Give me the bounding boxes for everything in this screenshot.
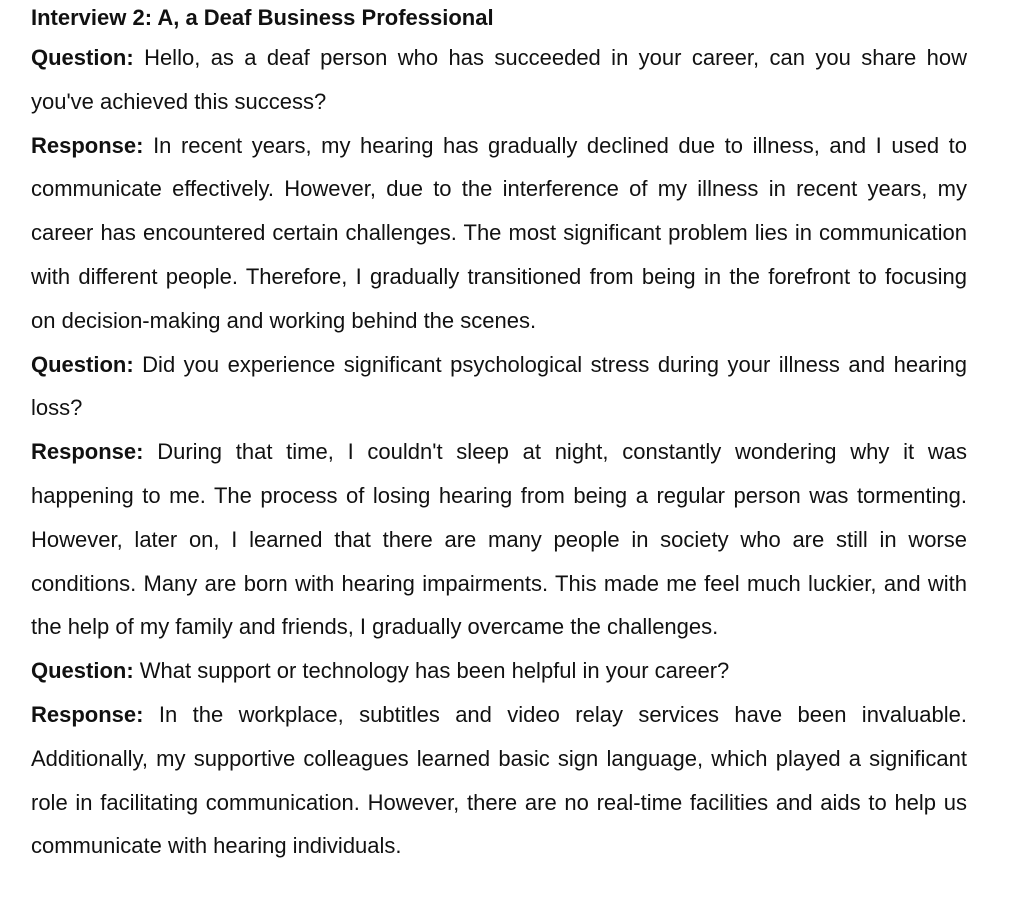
- response-paragraph-3: [31, 693, 967, 868]
- response-paragraph-1: [31, 124, 967, 343]
- response-text: During that time, I couldn't sleep at night, constantly wondering why it was happening to me. The process of losing hearing from being a regular person was tormenting. However, later on, I learned that there are many people in society who are still in worse conditions. Many are born with hearing impairments. This made me feel much luckier, and with the help of my family and friends, I gradually overcame the challenges.: [31, 439, 967, 640]
- question-text: Hello, as a deaf person who has succeeded in your career, can you share how you've achieved this success?: [31, 45, 967, 114]
- response-text: In recent years, my hearing has gradually declined due to illness, and I used to communicate effectively. However, due to the interference of my illness in recent years, my career has encountered certain challenges. The most significant problem lies in communication with different people. Therefore, I gradually transitioned from being in the forefront to focusing on decision-making and working behind the scenes.: [31, 132, 967, 333]
- interview-title: Interview 2: A, a Deaf Business Professional: [31, 5, 494, 30]
- question-label: Question:: [31, 658, 134, 684]
- question-text: Did you experience significant psychological stress during your illness and hearing loss?: [31, 351, 967, 421]
- response-label: Response:: [31, 132, 144, 158]
- question-paragraph-3: [31, 649, 967, 693]
- question-text: What support or technology has been helpful in your career?: [139, 658, 730, 684]
- question-paragraph-2: [31, 343, 967, 431]
- response-label: Response:: [31, 439, 144, 465]
- question-label: Question:: [31, 45, 134, 70]
- response-label: Response:: [31, 701, 144, 727]
- question-label: Question:: [31, 351, 134, 377]
- response-paragraph-2: [31, 430, 967, 649]
- question-paragraph-1: [31, 36, 967, 124]
- document-page: [31, 0, 967, 868]
- response-text: In the workplace, subtitles and video relay services have been invaluable. Additionally, my supportive colleagues learned basic sign language, which played a significant role in facilitating communication. However, there are no real-time facilities and aids to help us communicate with hearing individuals.: [31, 701, 967, 859]
